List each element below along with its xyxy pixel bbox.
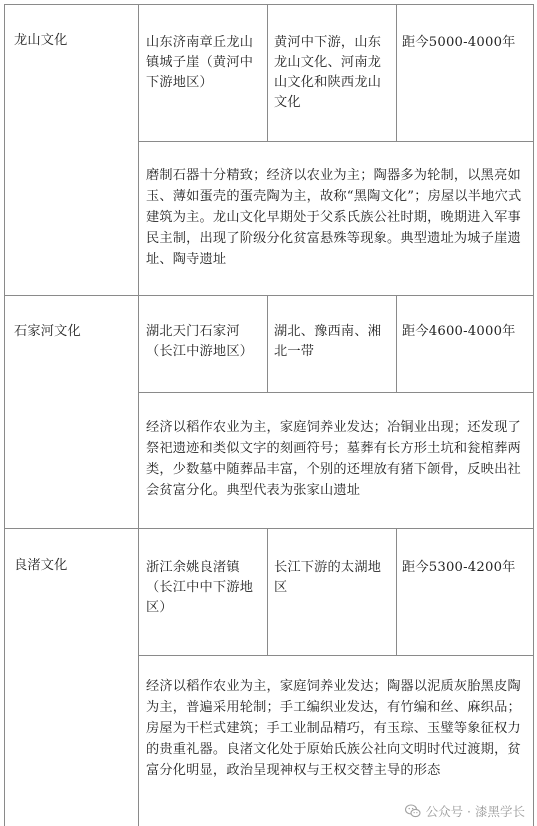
site-location: 湖北天门石家河（长江中游地区）	[146, 324, 254, 359]
table-border-top	[4, 4, 534, 5]
row2-col-divider-a	[267, 295, 268, 392]
row2-inner-divider	[138, 392, 534, 393]
culture-name: 石家河文化	[14, 324, 81, 339]
row3-col-divider-a	[267, 528, 268, 655]
distribution-region: 黄河中下游，山东龙山文化、河南龙山文化和陕西龙山文化	[274, 35, 382, 110]
row1-inner-divider	[138, 141, 534, 142]
culture-description: 经济以稻作农业为主，家庭饲养业发达；陶器以泥质灰胎黑皮陶为主，普遍采用轮制；手工编织业发达，有竹编和丝、麻织品；房屋为干栏式建筑；手工业制品精巧，有玉琮、玉璧等象征权力的贵重礼器。良渚文化处于原始氏族公社向文明时代过渡期，贫富分化明显，政治呈现神权与王权交替主导的形态	[146, 679, 521, 778]
row2-col-divider-b	[396, 295, 397, 392]
culture-name: 龙山文化	[14, 33, 68, 48]
culture-description: 经济以稻作农业为主，家庭饲养业发达；冶铜业出现；还发现了祭祀遗迹和类似文字的刻画符号；墓葬有长方形土坑和瓮棺葬两类，少数墓中随葬品丰富，个别的还埋放有猪下颌骨，反映出社会贫富分化。典型代表为张家山遗址	[146, 420, 521, 498]
row3-inner-divider	[138, 655, 534, 656]
watermark-text: 公众号 · 漆黑学长	[425, 804, 525, 819]
time-period: 距今5000-4000年	[402, 35, 516, 50]
time-period: 距今4600-4000年	[402, 324, 516, 339]
distribution-region: 湖北、豫西南、湘北一带	[274, 324, 382, 359]
site-location: 山东济南章丘龙山镇城子崖（黄河中下游地区）	[146, 35, 254, 90]
column-divider-1	[138, 4, 139, 826]
culture-name: 良渚文化	[14, 558, 68, 573]
row-divider-1	[4, 295, 534, 296]
watermark	[405, 802, 525, 820]
row1-col-divider-a	[267, 4, 268, 141]
row1-col-divider-b	[396, 4, 397, 141]
culture-description: 磨制石器十分精致；经济以农业为主；陶器多为轮制，以黑亮如玉、薄如蛋壳的蛋壳陶为主，故称“黑陶文化”；房屋以半地穴式建筑为主。龙山文化早期处于父系氏族公社时期，晚期进入军事民主制，出现了阶级分化贫富悬殊等现象。典型遗址为城子崖遗址、陶寺遗址	[146, 168, 522, 267]
row3-col-divider-b	[396, 528, 397, 655]
table-border-left	[4, 4, 5, 826]
row-divider-2	[4, 528, 534, 529]
site-location: 浙江余姚良渚镇（长江中中下游地区）	[146, 560, 254, 615]
time-period: 距今5300-4200年	[402, 560, 516, 575]
distribution-region: 长江下游的太湖地区	[274, 560, 382, 595]
wechat-icon	[405, 804, 421, 818]
table-border-right	[533, 4, 534, 826]
